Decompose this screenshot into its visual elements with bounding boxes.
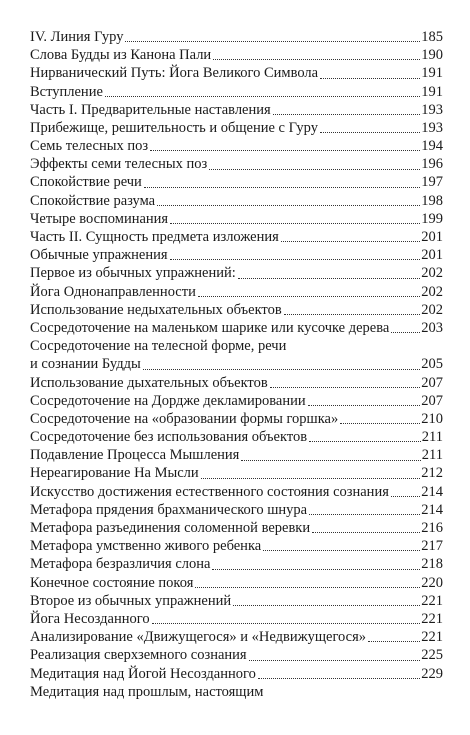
dot-leader — [273, 114, 421, 115]
toc-entry — [30, 392, 443, 410]
toc-entry-page: 205 — [421, 356, 443, 373]
toc-entry-page: 211 — [421, 429, 443, 446]
dot-leader — [309, 441, 421, 442]
toc-entry — [30, 174, 443, 192]
toc-entry-title: Использование недыхательных объектов — [30, 301, 282, 318]
toc-entry — [30, 537, 443, 555]
toc-entry — [30, 101, 443, 119]
toc-entry-title: Медитация над Йогой Несозданного — [30, 665, 256, 682]
dot-leader — [105, 96, 420, 97]
toc-entry-page: 211 — [421, 447, 443, 464]
toc-entry-title: Спокойствие разума — [30, 192, 156, 209]
toc-entry — [30, 465, 443, 483]
toc-entry — [30, 574, 443, 592]
toc-entry-page: 229 — [421, 665, 443, 682]
dot-leader — [241, 460, 420, 461]
toc-entry — [30, 410, 443, 428]
dot-leader — [391, 496, 420, 497]
dot-leader — [368, 641, 420, 642]
dot-leader — [201, 478, 421, 479]
toc-entry-title: Обычные упражнения — [30, 247, 168, 264]
toc-entry — [30, 210, 443, 228]
toc-entry-title: Йога Несозданного — [30, 610, 150, 627]
dot-leader — [157, 205, 420, 206]
dot-leader — [150, 150, 420, 151]
toc-entry — [30, 264, 443, 282]
toc-entry — [30, 137, 443, 155]
toc-entry-title: Метафора разъединения соломенной веревки — [30, 520, 311, 537]
toc-entry-title: Анализирование «Движущегося» и «Недвижущегося» — [30, 629, 366, 646]
toc-entry — [30, 83, 443, 101]
toc-entry-page: 203 — [421, 319, 443, 336]
toc-entry — [30, 374, 443, 392]
toc-entry-title: Нирванический Путь: Йога Великого Символа — [30, 65, 319, 82]
toc-entry-page: 193 — [421, 119, 443, 136]
dot-leader — [270, 387, 421, 388]
dot-leader — [212, 569, 420, 570]
dot-leader — [125, 41, 420, 42]
toc-entry — [30, 519, 443, 537]
toc-entry-title: Спокойствие речи — [30, 174, 142, 191]
toc-entry-title: Сосредоточение на телесной форме, речи — [30, 338, 287, 355]
toc-entry-title: Метафора умственно живого ребенка — [30, 538, 262, 555]
toc-entry — [30, 628, 443, 646]
toc-entry-page: 191 — [421, 83, 443, 100]
toc-entry-page: 191 — [421, 65, 443, 82]
dot-leader — [209, 169, 420, 170]
toc-entry-page: 221 — [421, 592, 443, 609]
toc-entry-page: 196 — [421, 156, 443, 173]
toc-entry-page: 202 — [421, 283, 443, 300]
toc-entry-page: 201 — [421, 229, 443, 246]
toc-entry-title: Конечное состояние покоя — [30, 574, 194, 591]
toc-entry-page: 185 — [421, 28, 443, 45]
toc-entry-title: Медитация над прошлым, настоящим — [30, 683, 264, 700]
dot-leader — [320, 132, 420, 133]
toc-entry-title: Сосредоточение на маленьком шарике или кусочке дерева — [30, 319, 390, 336]
toc-entry-page: 197 — [421, 174, 443, 191]
dot-leader — [238, 278, 420, 279]
toc-entry-page: 214 — [421, 501, 443, 518]
toc-entry-title: IV. Линия Гуру — [30, 28, 124, 45]
toc-entry — [30, 319, 443, 337]
toc-entry — [30, 301, 443, 319]
toc-entry-title: Вступление — [30, 83, 103, 100]
toc-entry-title: Использование дыхательных объектов — [30, 374, 268, 391]
toc-entry-title: Метафора безразличия слона — [30, 556, 211, 573]
toc-entry — [30, 501, 443, 519]
toc-entry — [30, 646, 443, 664]
toc-entry — [30, 683, 443, 701]
toc-entry-title: Часть II. Сущность предмета изложения — [30, 229, 279, 246]
toc-entry-page: 217 — [421, 538, 443, 555]
toc-entry-title: Подавление Процесса Мышления — [30, 447, 240, 464]
toc-entry-page: 207 — [421, 374, 443, 391]
toc-entry-title: Сосредоточение на «образовании формы горшка» — [30, 410, 339, 427]
toc-entry-page: 193 — [421, 101, 443, 118]
toc-entry-page: 218 — [421, 556, 443, 573]
toc-entry-page: 221 — [421, 610, 443, 627]
dot-leader — [308, 405, 421, 406]
toc-entry — [30, 46, 443, 64]
dot-leader — [281, 241, 420, 242]
toc-entry — [30, 592, 443, 610]
toc-entry-page: 207 — [421, 392, 443, 409]
toc-entry-title: Первое из обычных упражнений: — [30, 265, 236, 282]
toc-entry — [30, 228, 443, 246]
dot-leader — [198, 296, 420, 297]
toc-entry — [30, 610, 443, 628]
toc-entry-page: 216 — [421, 520, 443, 537]
dot-leader — [258, 678, 420, 679]
toc-entry-page: 190 — [421, 47, 443, 64]
dot-leader — [195, 587, 420, 588]
toc-entry-page: 221 — [421, 629, 443, 646]
dot-leader — [144, 187, 420, 188]
toc-entry — [30, 28, 443, 46]
dot-leader — [309, 514, 420, 515]
dot-leader — [391, 332, 420, 333]
toc-entry — [30, 192, 443, 210]
toc-entry-title: Эффекты семи телесных поз — [30, 156, 208, 173]
toc-entry-page: 210 — [421, 410, 443, 427]
dot-leader — [340, 423, 420, 424]
dot-leader — [233, 605, 420, 606]
toc-entry-title: Йога Однонаправленности — [30, 283, 196, 300]
toc-entry-title: и сознании Будды — [30, 356, 141, 373]
toc-entry — [30, 64, 443, 82]
dot-leader — [284, 314, 421, 315]
dot-leader — [152, 623, 421, 624]
dot-leader — [249, 660, 421, 661]
dot-leader — [170, 259, 421, 260]
dot-leader — [213, 59, 420, 60]
toc-entry-title: Сосредоточение на Дордже декламировании — [30, 392, 306, 409]
toc-entry — [30, 337, 443, 355]
dot-leader — [170, 223, 420, 224]
toc-entry-title: Семь телесных поз — [30, 138, 149, 155]
toc-entry — [30, 283, 443, 301]
toc-entry — [30, 119, 443, 137]
toc-entry-title: Сосредоточение без использования объектов — [30, 429, 308, 446]
toc-entry-page: 198 — [421, 192, 443, 209]
toc-entry-title: Прибежище, решительность и общение с Гуру — [30, 119, 318, 136]
dot-leader — [263, 550, 420, 551]
toc-entry-page: 201 — [421, 247, 443, 264]
dot-leader — [143, 369, 421, 370]
toc-entry — [30, 246, 443, 264]
toc-entry-page: 225 — [421, 647, 443, 664]
toc-entry-title: Часть I. Предварительные наставления — [30, 101, 271, 118]
toc-entry — [30, 665, 443, 683]
toc-entry-title: Метафора прядения брахманического шнура — [30, 501, 308, 518]
toc-entry — [30, 155, 443, 173]
table-of-contents — [30, 28, 443, 701]
dot-leader — [312, 532, 420, 533]
toc-entry-title: Нереагирование На Мысли — [30, 465, 199, 482]
toc-entry-page: 202 — [421, 301, 443, 318]
toc-entry — [30, 428, 443, 446]
dot-leader — [320, 78, 420, 79]
toc-entry-title: Реализация сверхземного сознания — [30, 647, 247, 664]
toc-entry-title: Второе из обычных упражнений — [30, 592, 232, 609]
toc-entry-title: Искусство достижения естественного состояния сознания — [30, 483, 389, 500]
toc-entry-title: Слова Будды из Канона Пали — [30, 47, 212, 64]
toc-entry — [30, 483, 443, 501]
toc-entry-page: 220 — [421, 574, 443, 591]
toc-entry-title: Четыре воспоминания — [30, 210, 169, 227]
toc-entry-page: 199 — [421, 210, 443, 227]
toc-entry-page: 202 — [421, 265, 443, 282]
toc-entry — [30, 446, 443, 464]
toc-entry — [30, 555, 443, 573]
toc-entry-page: 212 — [421, 465, 443, 482]
toc-entry — [30, 355, 443, 373]
toc-entry-page: 214 — [421, 483, 443, 500]
toc-entry-page: 194 — [421, 138, 443, 155]
